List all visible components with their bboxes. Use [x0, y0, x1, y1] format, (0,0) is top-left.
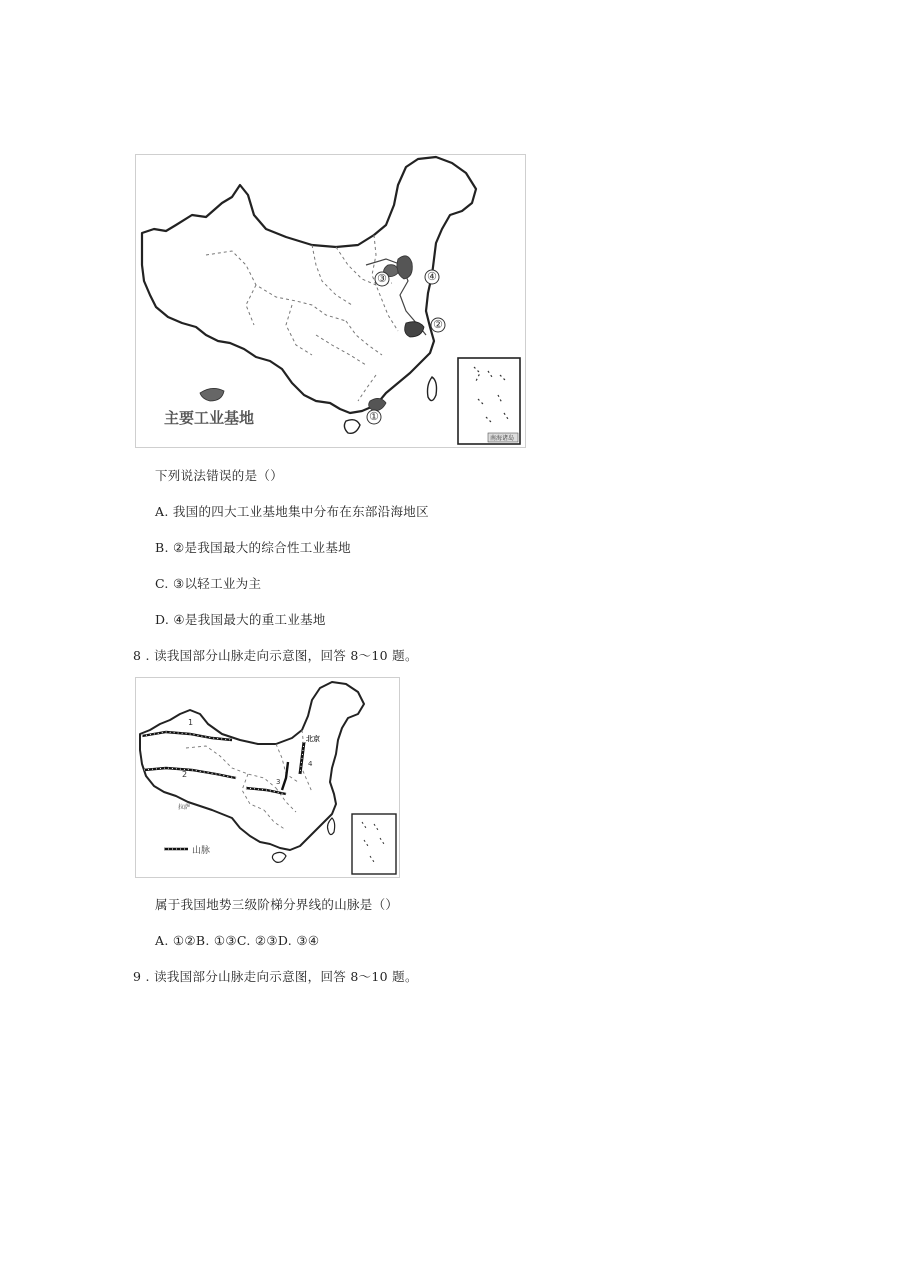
marker-4: ④: [427, 270, 437, 283]
inset-label: 南海诸岛: [490, 435, 515, 442]
option-a: A. 我国的四大工业基地集中分布在东部沿海地区: [155, 504, 429, 519]
range-label-2: 2: [182, 770, 188, 779]
marker-1: ①: [369, 410, 379, 423]
range-label-4: 4: [308, 760, 313, 768]
question-8-stem: 属于我国地势三级阶梯分界线的山脉是（）: [155, 897, 399, 912]
marker-2: ②: [433, 318, 443, 331]
map-legend-label: 山脉: [192, 846, 211, 856]
range-label-1: 1: [188, 718, 194, 727]
china-mountain-map: [136, 678, 399, 877]
china-outline-map: [136, 155, 525, 447]
range-label-3: 3: [276, 778, 281, 786]
map-legend-label: 主要工业基地: [164, 409, 255, 427]
question-9-intro: 9 . 读我国部分山脉走向示意图，回答 8～10 题。: [133, 969, 418, 984]
city-label-beijing: 北京: [306, 735, 320, 743]
mountain-range-map: [135, 677, 400, 878]
marker-3: ③: [377, 272, 387, 285]
question-8-intro: 8 . 读我国部分山脉走向示意图，回答 8～10 题。: [133, 648, 418, 663]
option-c: C. ③以轻工业为主: [155, 576, 262, 591]
industrial-base-map: [135, 154, 526, 448]
option-d: D. ④是我国最大的重工业基地: [155, 612, 326, 627]
option-b: B. ②是我国最大的综合性工业基地: [155, 540, 351, 555]
question-8-options: A. ①②B. ①③C. ②③D. ③④: [155, 933, 320, 948]
question-7-stem: 下列说法错误的是（）: [155, 468, 284, 483]
city-label-lhasa: 拉萨: [178, 804, 191, 811]
